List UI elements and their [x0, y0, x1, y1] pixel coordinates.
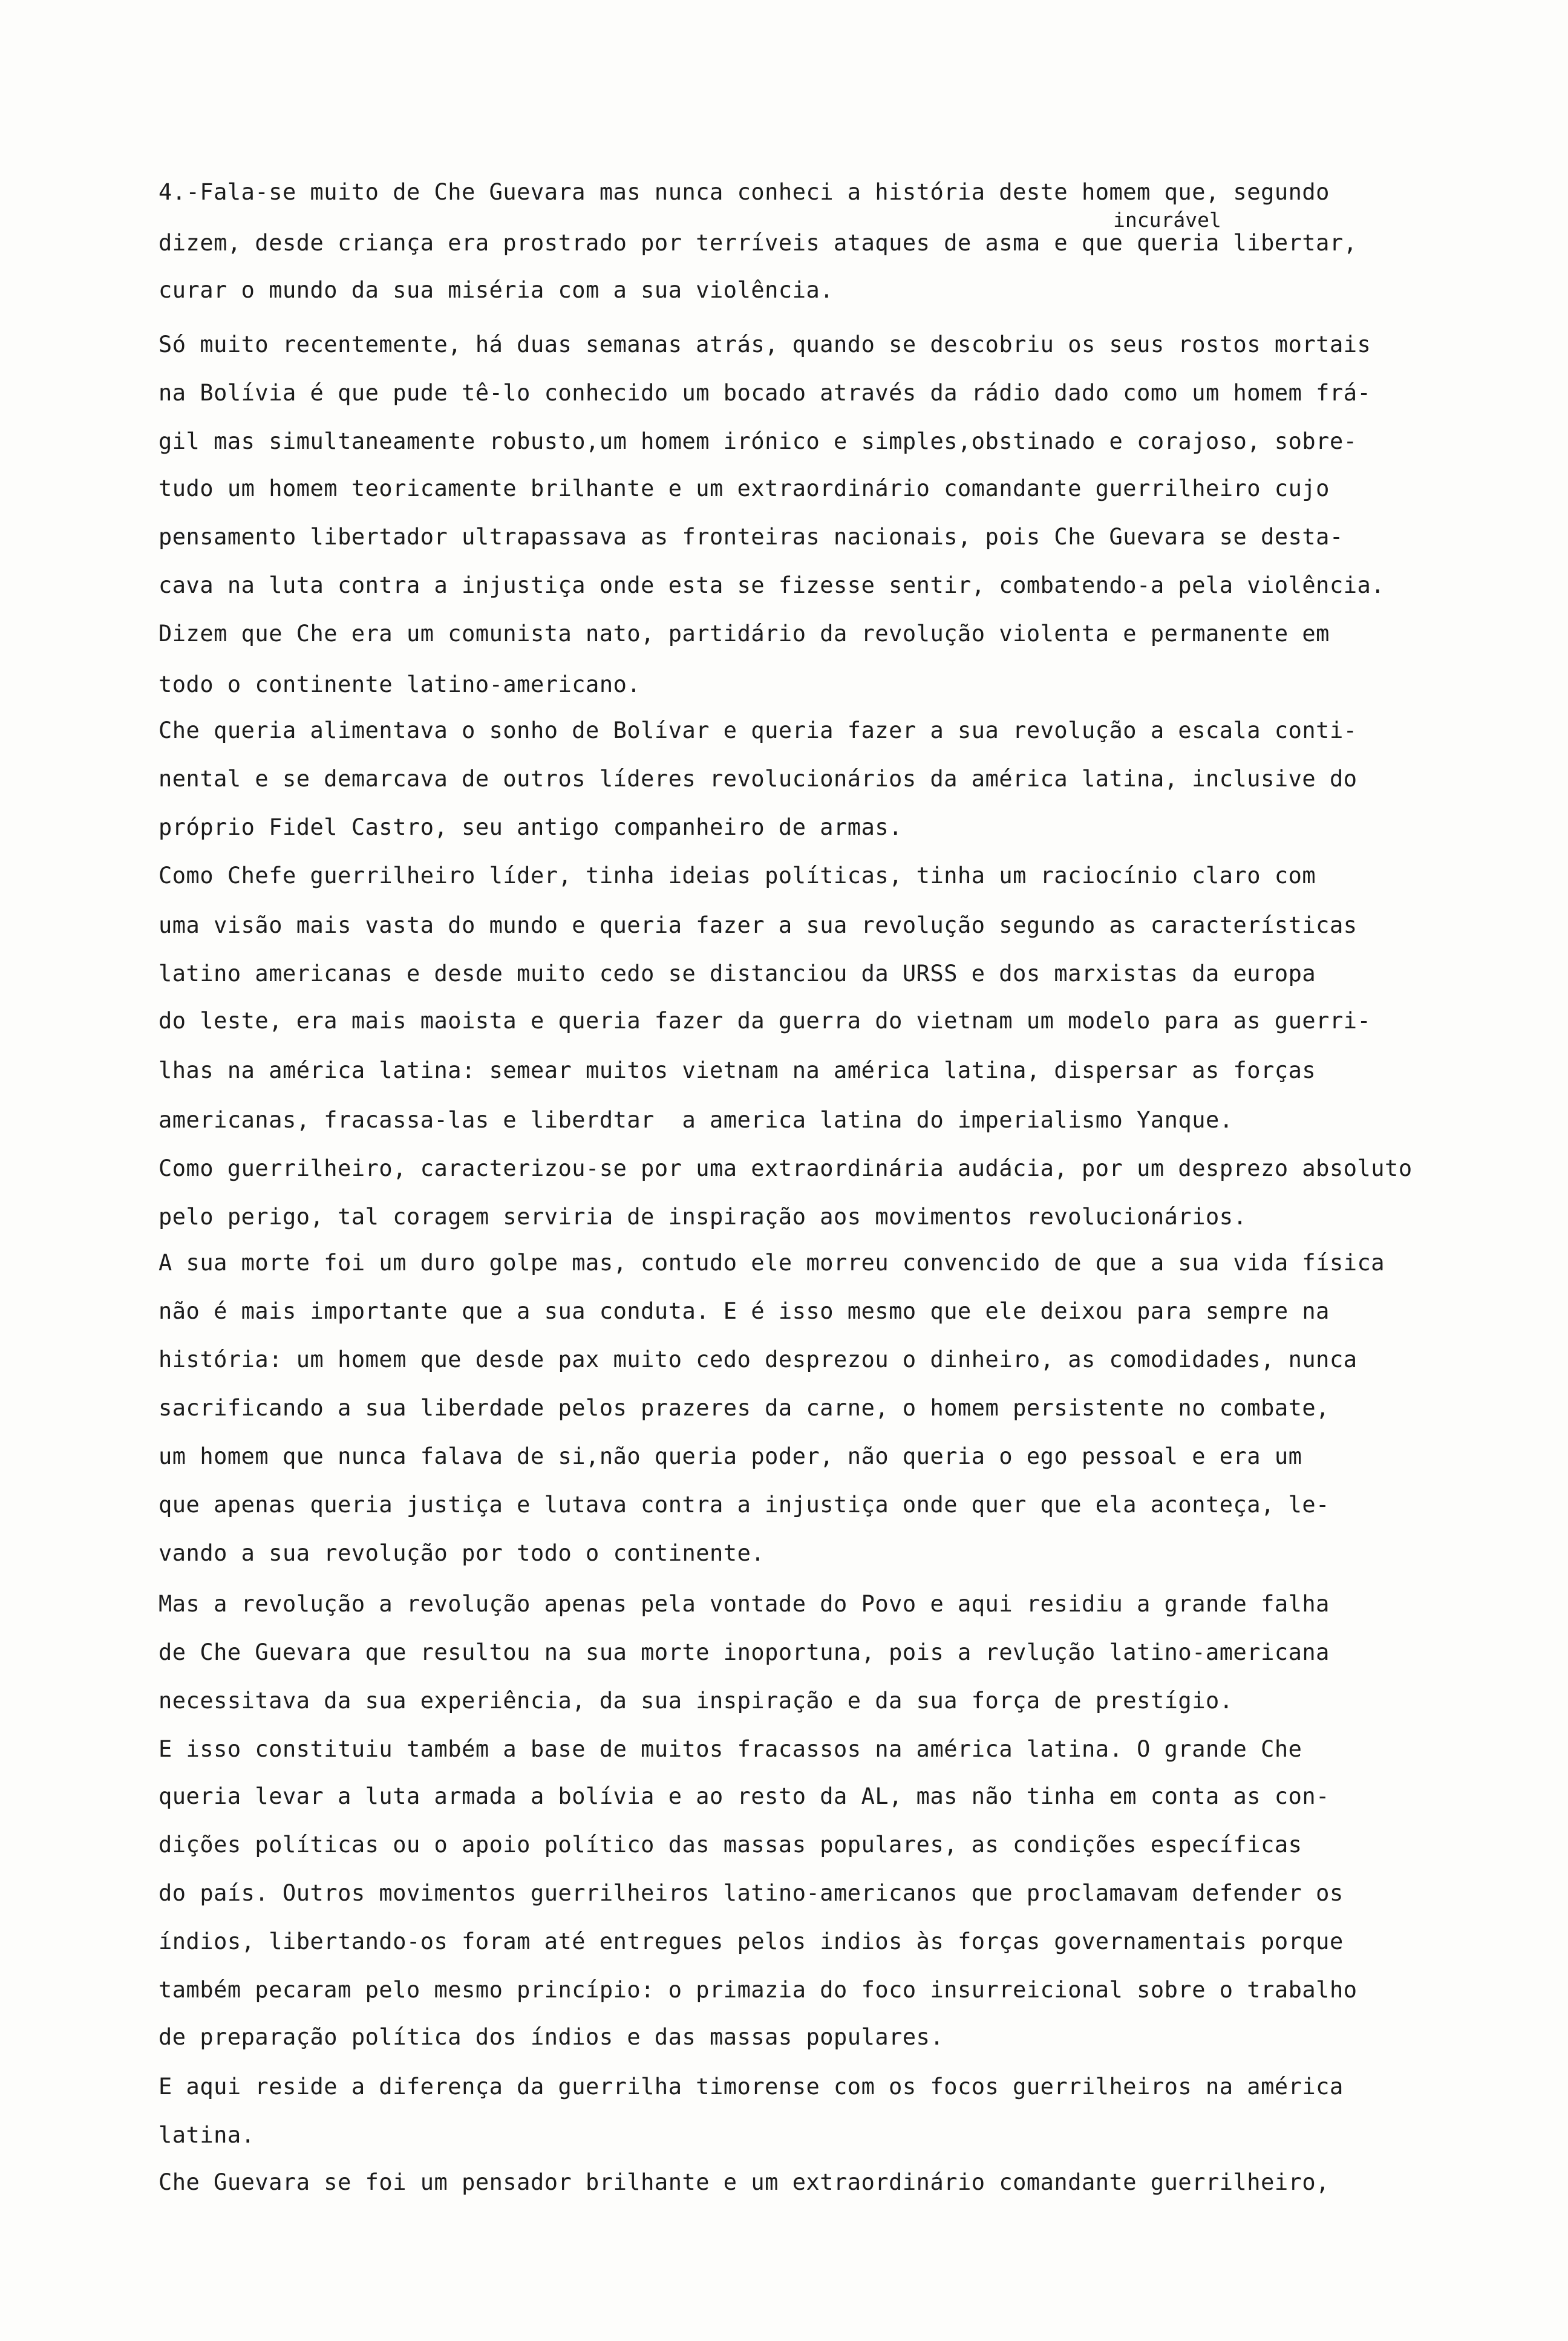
text-line: um homem que nunca falava de si,não queria poder, não queria o ego pessoal e era um [158, 1443, 1302, 1469]
text-line: na Bolívia é que pude tê-lo conhecido um bocado através da rádio dado como um homem frá- [158, 380, 1371, 406]
text-line: 4.-Fala-se muito de Che Guevara mas nunca conheci a história deste homem que, segundo [158, 179, 1330, 205]
text-line: tudo um homem teoricamente brilhante e um extraordinário comandante guerrilheiro cujo [158, 475, 1330, 501]
text-line: Como Chefe guerrilheiro líder, tinha ideias políticas, tinha um raciocínio claro com [158, 863, 1316, 889]
text-line: necessitava da sua experiência, da sua inspiração e da sua força de prestígio. [158, 1688, 1233, 1714]
text-line: A sua morte foi um duro golpe mas, contudo ele morreu convencido de que a sua vida física [158, 1250, 1385, 1276]
text-line: latino americanas e desde muito cedo se distanciou da URSS e dos marxistas da europa [158, 961, 1316, 987]
text-line: dizem, desde criança era prostrado por terríveis ataques de asma e que queria libertar, [158, 230, 1357, 256]
text-line: latina. [158, 2122, 255, 2148]
text-line: queria levar a luta armada a bolívia e ao resto da AL, mas não tinha em conta as con- [158, 1783, 1330, 1809]
text-line: do país. Outros movimentos guerrilheiros latino-americanos que proclamavam defender os [158, 1880, 1344, 1906]
text-line: que apenas queria justiça e lutava contra a injustiça onde quer que ela aconteça, le- [158, 1492, 1330, 1518]
text-line: gil mas simultaneamente robusto,um homem irónico e simples,obstinado e corajoso, sobre- [158, 428, 1357, 454]
text-line: Mas a revolução a revolução apenas pela vontade do Povo e aqui residiu a grande falha [158, 1591, 1330, 1617]
text-line: americanas, fracassa-las e liberdtar a america latina do imperialismo Yanque. [158, 1107, 1233, 1133]
text-line: cava na luta contra a injustiça onde esta se fizesse sentir, combatendo-a pela violência. [158, 572, 1385, 598]
text-line: pelo perigo, tal coragem serviria de inspiração aos movimentos revolucionários. [158, 1204, 1247, 1230]
text-line: de preparação política dos índios e das massas populares. [158, 2024, 944, 2050]
text-line: nental e se demarcava de outros líderes revolucionários da américa latina, inclusive do [158, 766, 1357, 792]
text-line: dições políticas ou o apoio político das massas populares, as condições específicas [158, 1832, 1302, 1858]
text-line: E aqui reside a diferença da guerrilha timorense com os focos guerrilheiros na américa [158, 2074, 1344, 2100]
text-line: E isso constituiu também a base de muitos fracassos na américa latina. O grande Che [158, 1736, 1302, 1762]
text-line: não é mais importante que a sua conduta. E é isso mesmo que ele deixou para sempre na [158, 1298, 1330, 1324]
text-line: curar o mundo da sua miséria com a sua violência. [158, 277, 834, 303]
text-line: uma visão mais vasta do mundo e queria fazer a sua revolução segundo as características [158, 912, 1357, 938]
text-line: de Che Guevara que resultou na sua morte inoportuna, pois a revlução latino-americana [158, 1639, 1330, 1665]
text-line: sacrificando a sua liberdade pelos prazeres da carne, o homem persistente no combate, [158, 1395, 1330, 1421]
text-line: lhas na américa latina: semear muitos vietnam na américa latina, dispersar as forças [158, 1057, 1316, 1083]
text-line: Che Guevara se foi um pensador brilhante e um extraordinário comandante guerrilheiro, [158, 2169, 1330, 2195]
text-line: vando a sua revolução por todo o continente. [158, 1540, 765, 1566]
text-line: índios, libertando-os foram até entregues pelos indios às forças governamentais porque [158, 1928, 1344, 1954]
text-line: todo o continente latino-americano. [158, 671, 641, 697]
text-line: Che queria alimentava o sonho de Bolívar e queria fazer a sua revolução a escala conti- [158, 717, 1357, 743]
text-line: Só muito recentemente, há duas semanas atrás, quando se descobriu os seus rostos mortais [158, 331, 1371, 358]
text-line: Dizem que Che era um comunista nato, partidário da revolução violenta e permanente em [158, 621, 1330, 647]
text-line: próprio Fidel Castro, seu antigo companheiro de armas. [158, 814, 903, 840]
text-line: Como guerrilheiro, caracterizou-se por uma extraordinária audácia, por um desprezo absoluto [158, 1155, 1413, 1181]
text-line: história: um homem que desde pax muito cedo desprezou o dinheiro, as comodidades, nunca [158, 1347, 1357, 1373]
text-line: também pecaram pelo mesmo princípio: o primazia do foco insurreicional sobre o trabalho [158, 1977, 1357, 2003]
handwritten-insertion: incurável [1113, 208, 1221, 232]
text-line: pensamento libertador ultrapassava as fronteiras nacionais, pois Che Guevara se desta- [158, 524, 1344, 550]
text-line: do leste, era mais maoista e queria fazer da guerra do vietnam um modelo para as guerri- [158, 1008, 1371, 1034]
